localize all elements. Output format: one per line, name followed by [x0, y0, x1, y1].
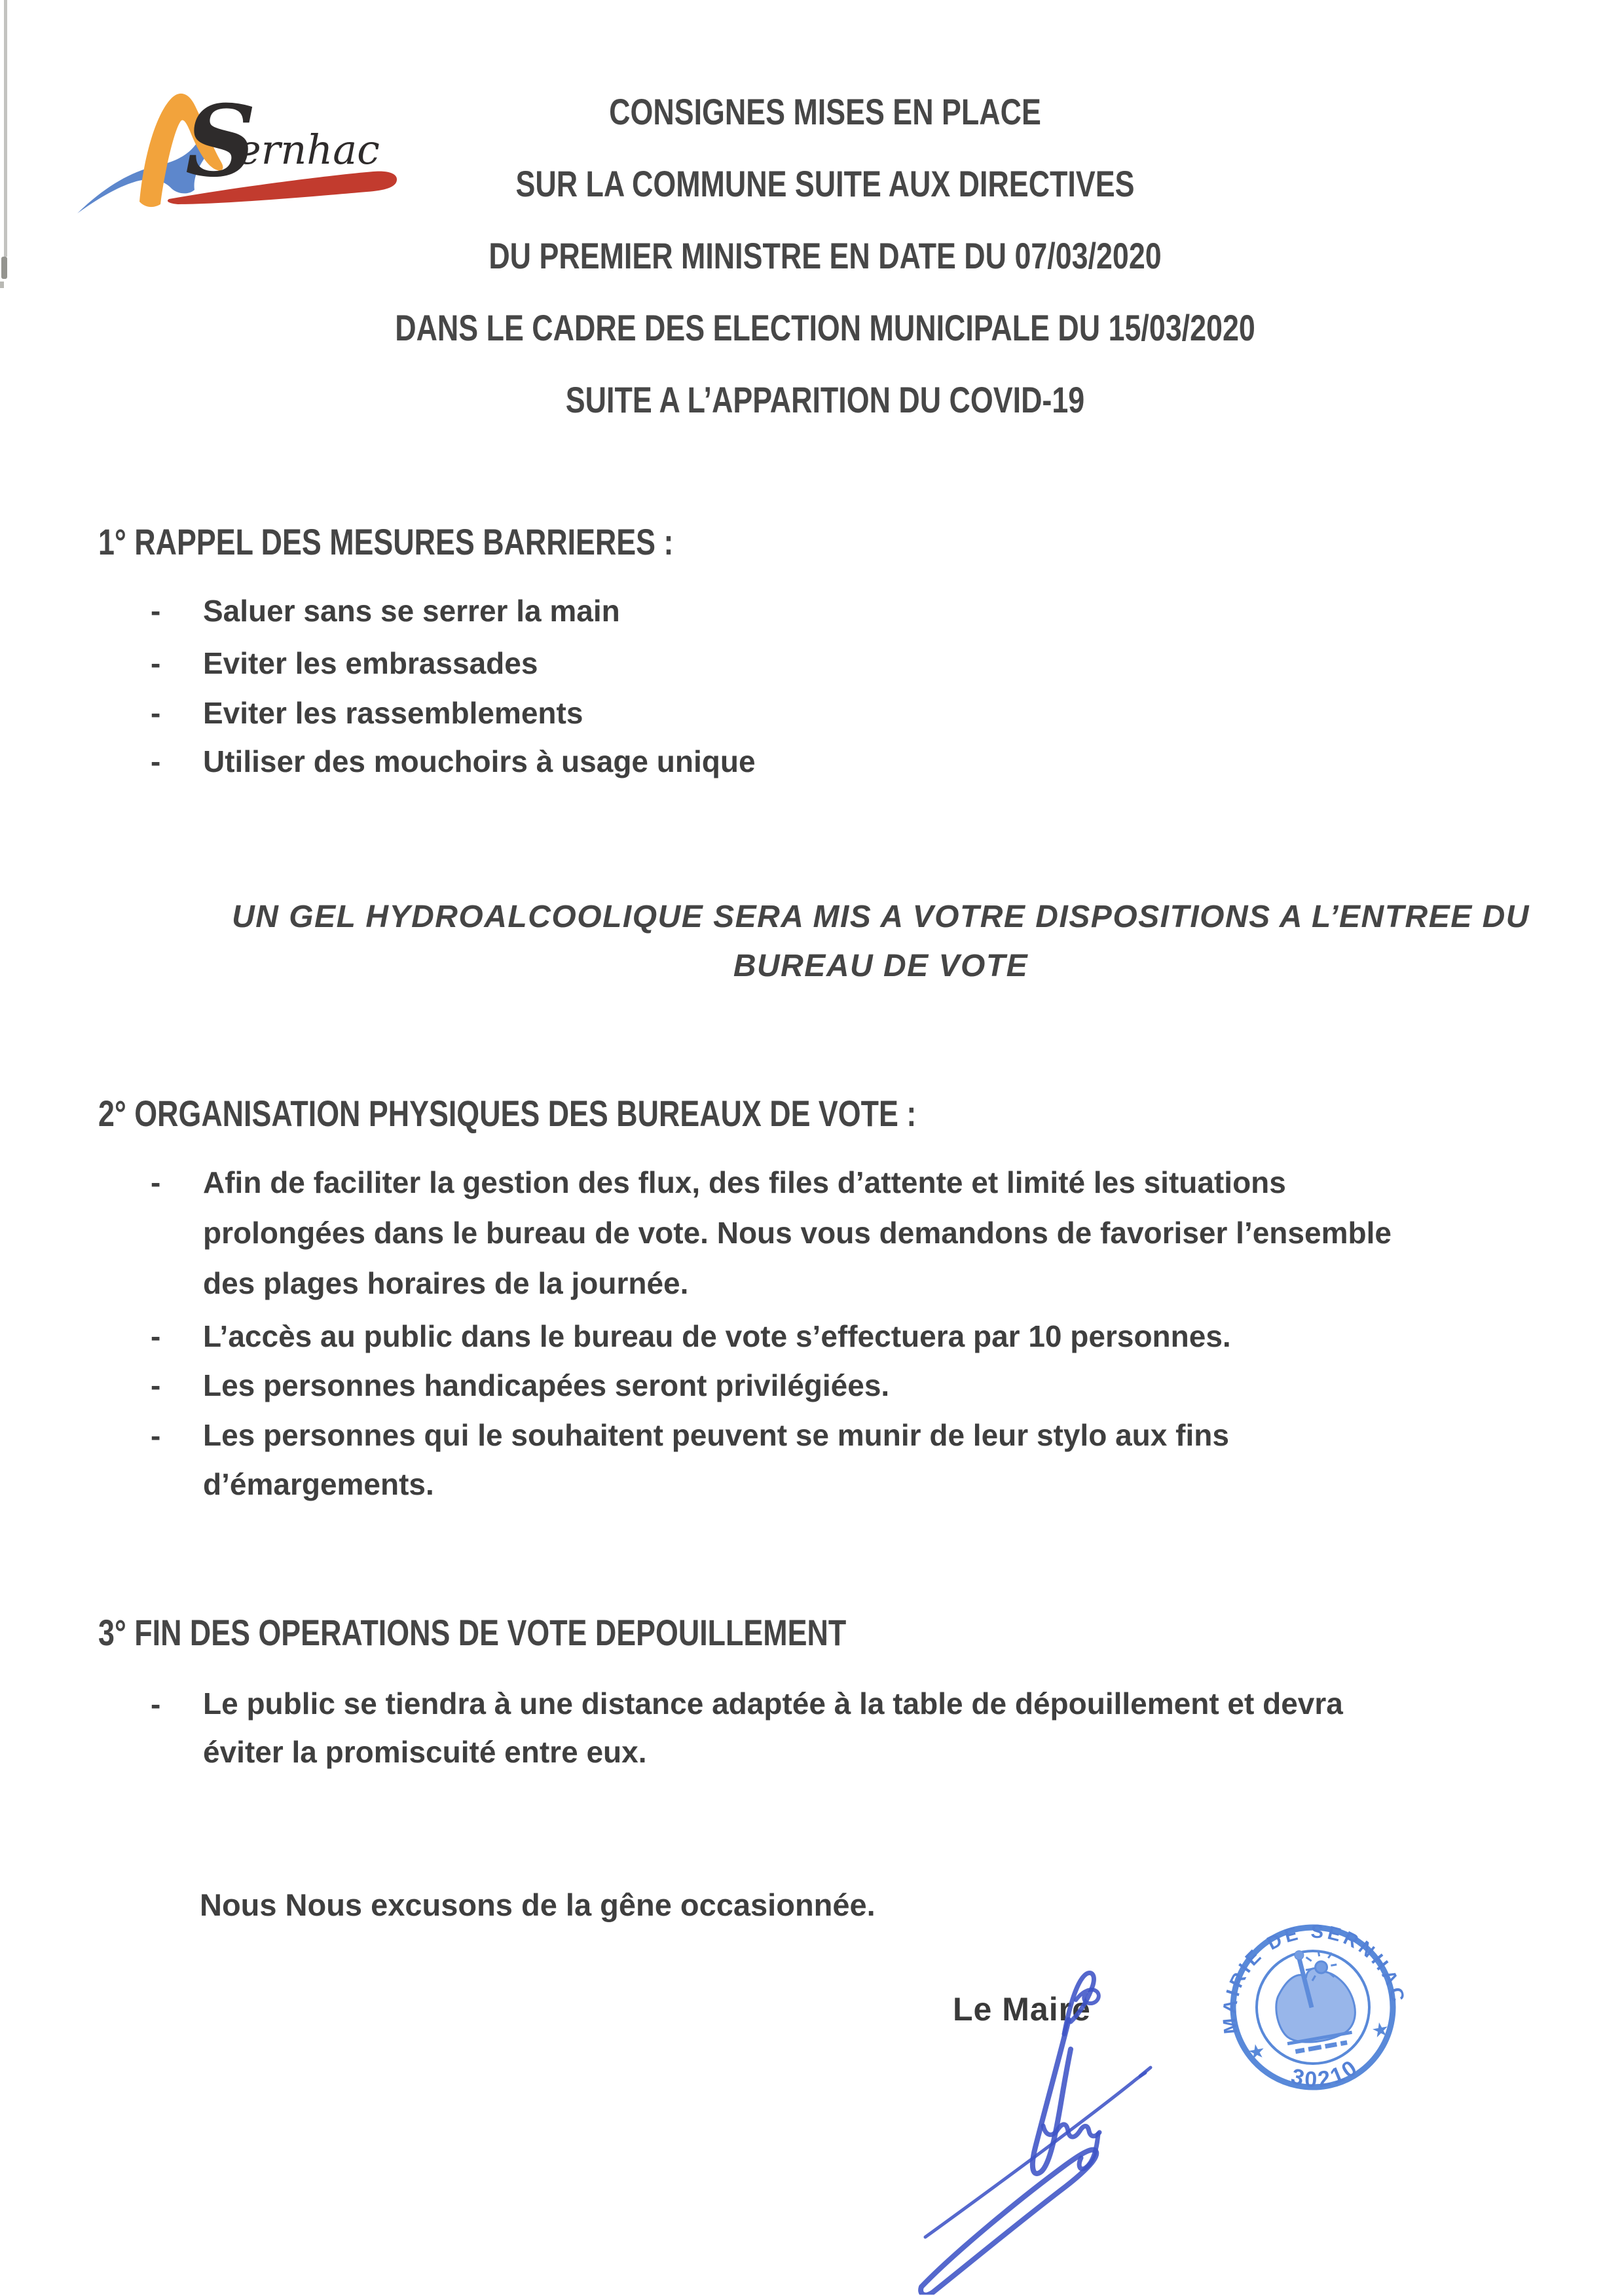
closing-sentence: Nous Nous excusons de la gêne occasionnée. [200, 1887, 876, 1922]
bullet-dash: - [151, 696, 161, 730]
bullet-dash: - [151, 1165, 161, 1199]
bullet-item [151, 1311, 1231, 1362]
title-line-5: SUITE A L’APPARITION DU COVID-19 [565, 379, 1085, 420]
gel-notice [138, 892, 1624, 991]
stamp-postal-code: 30210 [1288, 2054, 1364, 2093]
bullet-dash: - [151, 1368, 161, 1402]
bullet-text-line: Afin de faciliter la gestion des flux, des files d’attente et limité les situations [203, 1165, 1286, 1199]
bullet-dash: - [151, 744, 161, 778]
title-line-3: DU PREMIER MINISTRE EN DATE DU 07/03/2020 [489, 235, 1162, 276]
scan-edge-mark [1, 257, 7, 279]
bullet-dash: - [151, 1419, 161, 1453]
title-line-4: DANS LE CADRE DES ELECTION MUNICIPALE DU 15/03/2020 [395, 307, 1255, 348]
bullet-text: Saluer sans se serrer la main [203, 594, 620, 628]
bullet-text: L’accès au public dans le bureau de vote s’effectuera par 10 personnes. [203, 1319, 1231, 1353]
bullet-dash: - [151, 1319, 161, 1353]
logo-wordmark: ernhac [237, 126, 380, 173]
scan-edge-artifact [4, 0, 7, 257]
mairie-stamp [1215, 1909, 1411, 2105]
bullet-dash: - [151, 1687, 161, 1721]
bullet-text-line: éviter la promiscuité entre eux. [203, 1735, 647, 1769]
bullet-text-line: prolongées dans le bureau de vote. Nous vous demandons de favoriser l’ensemble [203, 1216, 1392, 1250]
document-title [13, 76, 1624, 436]
logo-letter-s: S [185, 84, 257, 199]
gel-notice-line-2: BUREAU DE VOTE [733, 949, 1029, 983]
bullet-text-line: d’émargements. [203, 1467, 434, 1501]
stamp-star-right: ★ [1370, 2018, 1392, 2043]
bullet-text-line: des plages horaires de la journée. [203, 1266, 689, 1300]
bullet-text: Utiliser des mouchoirs à usage unique [203, 744, 756, 778]
gel-notice-line-1: UN GEL HYDROALCOOLIQUE SERA MIS A VOTRE DISPOSITIONS A L’ENTREE DU [232, 900, 1530, 934]
bullet-dash: - [151, 646, 161, 680]
scan-edge-mark-small [0, 282, 4, 288]
bullet-item [151, 688, 583, 738]
title-line-1: CONSIGNES MISES EN PLACE [609, 91, 1041, 132]
bullet-item [151, 1360, 889, 1411]
section3-heading: 3° FIN DES OPERATIONS DE VOTE DEPOUILLEMENT [98, 1612, 847, 1653]
section1-heading: 1° RAPPEL DES MESURES BARRIERES : [98, 521, 674, 562]
bullet-text: Eviter les embrassades [203, 646, 538, 680]
bullet-item [151, 586, 620, 636]
stamp-star-left: ★ [1246, 2039, 1268, 2065]
bullet-item [151, 1679, 1343, 1776]
bullet-item [151, 737, 756, 787]
section2-heading: 2° ORGANISATION PHYSIQUES DES BUREAUX DE VOTE : [98, 1093, 917, 1134]
bullet-dash: - [151, 594, 161, 628]
bullet-text-line: Les personnes qui le souhaitent peuvent se munir de leur stylo aux fins [203, 1418, 1229, 1452]
bullet-text: Eviter les rassemblements [203, 696, 583, 730]
title-line-2: SUR LA COMMUNE SUITE AUX DIRECTIVES [515, 163, 1135, 204]
stamp-arc-text: MAIRIE DE SERNHAC [1219, 1921, 1409, 2035]
bullet-item [151, 638, 538, 689]
bullet-item [151, 1157, 1392, 1309]
stamp-emblem [1266, 1942, 1361, 2053]
signature-title: Le Maire [953, 1991, 1091, 2028]
bullet-item [151, 1411, 1229, 1509]
bullet-text: Les personnes handicapées seront privilégiées. [203, 1368, 890, 1402]
bullet-text-line: Le public se tiendra à une distance adaptée à la table de dépouillement et devra [203, 1686, 1343, 1721]
